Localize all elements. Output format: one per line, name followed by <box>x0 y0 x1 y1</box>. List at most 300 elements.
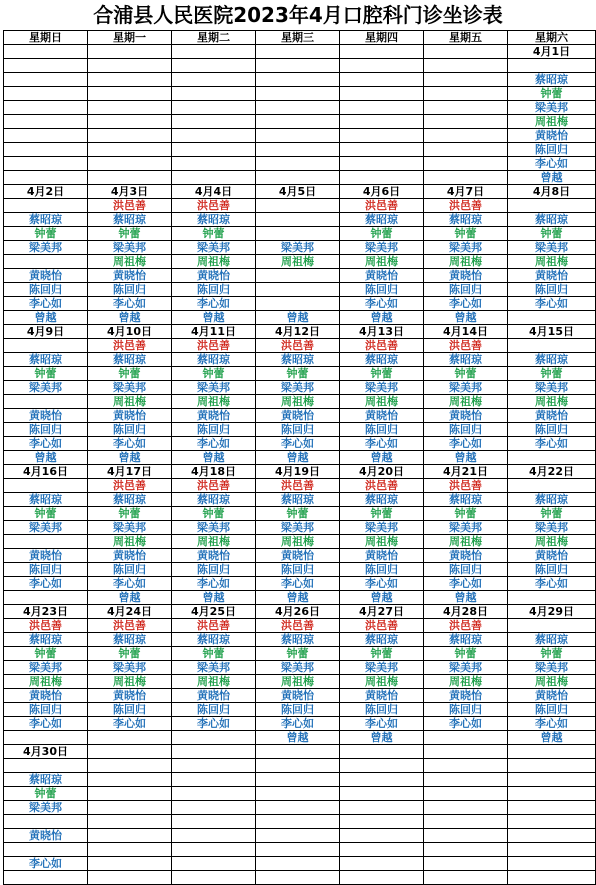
doctor-cell <box>172 843 256 857</box>
doctor-cell: 李心如 <box>340 717 424 731</box>
doctor-cell: 洪邑善 <box>88 339 172 353</box>
doctor-cell <box>508 815 596 829</box>
doctor-row <box>4 409 596 423</box>
date-cell: 4月27日 <box>340 605 424 619</box>
doctor-row <box>4 647 596 661</box>
doctor-row <box>4 283 596 297</box>
doctor-cell <box>256 815 340 829</box>
doctor-cell: 洪邑善 <box>172 619 256 633</box>
doctor-row <box>4 199 596 213</box>
doctor-cell: 曾越 <box>172 591 256 605</box>
doctor-cell: 洪邑善 <box>88 619 172 633</box>
date-cell: 4月26日 <box>256 605 340 619</box>
doctor-cell: 陈回归 <box>88 703 172 717</box>
doctor-cell: 陈回归 <box>256 703 340 717</box>
doctor-row <box>4 535 596 549</box>
doctor-cell: 周祖梅 <box>508 535 596 549</box>
doctor-cell <box>256 269 340 283</box>
doctor-cell: 黄晓怡 <box>4 269 88 283</box>
doctor-cell: 洪邑善 <box>340 479 424 493</box>
date-cell <box>4 45 88 59</box>
doctor-cell <box>88 73 172 87</box>
doctor-cell: 周祖梅 <box>88 535 172 549</box>
doctor-cell <box>340 129 424 143</box>
doctor-cell <box>88 143 172 157</box>
doctor-row <box>4 731 596 745</box>
date-row <box>4 185 596 199</box>
doctor-cell: 李心如 <box>256 717 340 731</box>
doctor-cell: 曾越 <box>4 311 88 325</box>
doctor-cell <box>508 801 596 815</box>
doctor-cell: 陈回归 <box>508 563 596 577</box>
doctor-cell <box>340 773 424 787</box>
weekday-header: 星期日 <box>4 31 88 45</box>
date-cell: 4月28日 <box>424 605 508 619</box>
doctor-cell: 曾越 <box>256 451 340 465</box>
doctor-cell: 李心如 <box>88 717 172 731</box>
doctor-cell: 曾越 <box>256 311 340 325</box>
doctor-cell: 周祖梅 <box>172 395 256 409</box>
doctor-cell: 曾越 <box>256 591 340 605</box>
doctor-cell <box>88 129 172 143</box>
doctor-cell: 黄晓怡 <box>424 689 508 703</box>
doctor-cell: 黄晓怡 <box>424 269 508 283</box>
doctor-cell <box>256 283 340 297</box>
doctor-row <box>4 101 596 115</box>
doctor-row <box>4 227 596 241</box>
doctor-row <box>4 423 596 437</box>
doctor-row <box>4 773 596 787</box>
doctor-cell <box>4 731 88 745</box>
doctor-cell: 陈回归 <box>424 703 508 717</box>
doctor-row <box>4 815 596 829</box>
doctor-cell: 钟蕾 <box>424 227 508 241</box>
doctor-cell: 钟蕾 <box>88 227 172 241</box>
doctor-row <box>4 87 596 101</box>
doctor-cell: 钟蕾 <box>4 367 88 381</box>
date-cell: 4月25日 <box>172 605 256 619</box>
doctor-cell: 梁美邦 <box>4 241 88 255</box>
doctor-row <box>4 675 596 689</box>
doctor-cell <box>4 143 88 157</box>
doctor-cell: 钟蕾 <box>4 647 88 661</box>
doctor-cell <box>4 871 88 885</box>
doctor-cell <box>172 171 256 185</box>
doctor-cell: 洪邑善 <box>4 619 88 633</box>
doctor-cell: 李心如 <box>340 437 424 451</box>
doctor-cell <box>256 157 340 171</box>
doctor-cell: 黄晓怡 <box>340 269 424 283</box>
doctor-cell: 钟蕾 <box>256 647 340 661</box>
doctor-cell <box>172 115 256 129</box>
doctor-cell: 陈回归 <box>172 283 256 297</box>
doctor-cell: 周祖梅 <box>256 675 340 689</box>
date-cell: 4月16日 <box>4 465 88 479</box>
date-cell <box>172 745 256 759</box>
doctor-cell <box>340 143 424 157</box>
doctor-cell <box>88 731 172 745</box>
date-cell <box>508 745 596 759</box>
doctor-cell <box>4 535 88 549</box>
doctor-cell: 黄晓怡 <box>88 269 172 283</box>
doctor-cell <box>424 773 508 787</box>
doctor-cell: 黄晓怡 <box>172 409 256 423</box>
doctor-row <box>4 759 596 773</box>
doctor-cell <box>88 87 172 101</box>
doctor-cell <box>4 591 88 605</box>
doctor-cell: 曾越 <box>508 731 596 745</box>
date-cell <box>340 745 424 759</box>
doctor-cell <box>508 591 596 605</box>
doctor-row <box>4 241 596 255</box>
doctor-cell <box>256 773 340 787</box>
doctor-row <box>4 577 596 591</box>
doctor-cell: 陈回归 <box>340 703 424 717</box>
doctor-cell: 蔡昭琼 <box>256 353 340 367</box>
doctor-cell: 李心如 <box>88 577 172 591</box>
doctor-cell: 曾越 <box>424 591 508 605</box>
doctor-cell <box>340 759 424 773</box>
doctor-cell <box>172 815 256 829</box>
doctor-cell: 洪邑善 <box>340 199 424 213</box>
doctor-cell: 黄晓怡 <box>256 409 340 423</box>
doctor-cell <box>424 843 508 857</box>
doctor-cell: 钟蕾 <box>424 507 508 521</box>
doctor-cell <box>256 759 340 773</box>
doctor-cell <box>256 73 340 87</box>
doctor-cell <box>508 311 596 325</box>
doctor-cell: 梁美邦 <box>4 381 88 395</box>
doctor-cell: 陈回归 <box>4 703 88 717</box>
doctor-cell <box>340 171 424 185</box>
date-cell: 4月29日 <box>508 605 596 619</box>
page-title: 合浦县人民医院2023年4月口腔科门诊坐诊表 <box>93 3 503 27</box>
doctor-cell: 蔡昭琼 <box>424 213 508 227</box>
doctor-cell: 梁美邦 <box>508 521 596 535</box>
doctor-cell: 蔡昭琼 <box>340 633 424 647</box>
doctor-cell <box>256 213 340 227</box>
doctor-row <box>4 661 596 675</box>
doctor-cell: 周祖梅 <box>256 255 340 269</box>
doctor-cell <box>340 871 424 885</box>
doctor-cell: 梁美邦 <box>88 661 172 675</box>
doctor-cell: 周祖梅 <box>424 255 508 269</box>
date-cell: 4月18日 <box>172 465 256 479</box>
doctor-cell: 李心如 <box>4 437 88 451</box>
doctor-cell <box>424 101 508 115</box>
doctor-cell: 蔡昭琼 <box>424 633 508 647</box>
doctor-cell: 黄晓怡 <box>424 549 508 563</box>
doctor-cell: 周祖梅 <box>508 395 596 409</box>
doctor-cell: 陈回归 <box>172 423 256 437</box>
doctor-cell: 蔡昭琼 <box>424 493 508 507</box>
doctor-cell: 黄晓怡 <box>88 409 172 423</box>
doctor-cell <box>4 843 88 857</box>
doctor-cell: 李心如 <box>172 297 256 311</box>
doctor-cell <box>172 129 256 143</box>
doctor-cell: 曾越 <box>424 451 508 465</box>
doctor-cell: 周祖梅 <box>256 535 340 549</box>
doctor-cell: 梁美邦 <box>508 381 596 395</box>
doctor-cell <box>340 101 424 115</box>
doctor-cell: 陈回归 <box>424 563 508 577</box>
doctor-cell <box>340 857 424 871</box>
doctor-cell: 曾越 <box>340 731 424 745</box>
doctor-cell: 周祖梅 <box>172 675 256 689</box>
doctor-row <box>4 549 596 563</box>
doctor-row <box>4 563 596 577</box>
doctor-cell <box>88 171 172 185</box>
doctor-cell: 李心如 <box>172 577 256 591</box>
doctor-cell: 钟蕾 <box>508 87 596 101</box>
doctor-row <box>4 269 596 283</box>
doctor-cell: 李心如 <box>424 577 508 591</box>
doctor-cell: 钟蕾 <box>424 647 508 661</box>
date-cell: 4月1日 <box>508 45 596 59</box>
doctor-cell: 陈回归 <box>256 423 340 437</box>
doctor-cell: 黄晓怡 <box>172 689 256 703</box>
doctor-cell <box>340 815 424 829</box>
weekday-header: 星期四 <box>340 31 424 45</box>
doctor-cell <box>256 829 340 843</box>
doctor-cell: 钟蕾 <box>256 367 340 381</box>
doctor-cell: 黄晓怡 <box>88 549 172 563</box>
doctor-cell: 梁美邦 <box>88 521 172 535</box>
doctor-cell <box>172 857 256 871</box>
date-cell: 4月21日 <box>424 465 508 479</box>
doctor-cell: 黄晓怡 <box>172 549 256 563</box>
doctor-cell: 曾越 <box>88 311 172 325</box>
doctor-cell <box>424 829 508 843</box>
doctor-cell: 陈回归 <box>340 563 424 577</box>
doctor-cell: 陈回归 <box>4 423 88 437</box>
doctor-cell <box>4 115 88 129</box>
doctor-cell: 梁美邦 <box>172 521 256 535</box>
doctor-cell: 蔡昭琼 <box>4 773 88 787</box>
doctor-cell: 陈回归 <box>424 283 508 297</box>
doctor-cell: 李心如 <box>256 437 340 451</box>
doctor-row <box>4 689 596 703</box>
doctor-cell: 梁美邦 <box>340 381 424 395</box>
doctor-cell: 钟蕾 <box>4 507 88 521</box>
doctor-cell <box>4 101 88 115</box>
doctor-cell <box>340 829 424 843</box>
doctor-cell: 蔡昭琼 <box>4 633 88 647</box>
doctor-cell <box>340 73 424 87</box>
doctor-cell: 周祖梅 <box>172 255 256 269</box>
doctor-cell: 梁美邦 <box>256 661 340 675</box>
doctor-cell: 梁美邦 <box>256 381 340 395</box>
doctor-cell: 周祖梅 <box>88 255 172 269</box>
doctor-cell <box>88 157 172 171</box>
doctor-row <box>4 619 596 633</box>
doctor-row <box>4 843 596 857</box>
doctor-cell: 周祖梅 <box>172 535 256 549</box>
doctor-cell: 黄晓怡 <box>256 549 340 563</box>
doctor-cell: 钟蕾 <box>340 227 424 241</box>
doctor-cell: 梁美邦 <box>424 381 508 395</box>
doctor-cell <box>256 857 340 871</box>
doctor-cell <box>88 829 172 843</box>
doctor-cell <box>256 143 340 157</box>
doctor-cell: 李心如 <box>508 157 596 171</box>
doctor-cell <box>424 871 508 885</box>
doctor-cell <box>508 787 596 801</box>
date-cell: 4月3日 <box>88 185 172 199</box>
doctor-cell: 周祖梅 <box>340 535 424 549</box>
doctor-cell: 周祖梅 <box>340 675 424 689</box>
doctor-cell: 周祖梅 <box>256 395 340 409</box>
doctor-cell: 陈回归 <box>424 423 508 437</box>
doctor-cell: 钟蕾 <box>340 367 424 381</box>
doctor-cell: 黄晓怡 <box>508 689 596 703</box>
doctor-cell: 梁美邦 <box>256 521 340 535</box>
doctor-row <box>4 171 596 185</box>
doctor-cell <box>508 199 596 213</box>
doctor-cell <box>424 787 508 801</box>
doctor-cell <box>172 801 256 815</box>
doctor-cell <box>340 157 424 171</box>
doctor-cell <box>256 87 340 101</box>
date-cell: 4月15日 <box>508 325 596 339</box>
doctor-cell: 周祖梅 <box>424 395 508 409</box>
doctor-cell: 陈回归 <box>340 283 424 297</box>
doctor-cell: 梁美邦 <box>88 381 172 395</box>
doctor-cell: 钟蕾 <box>508 647 596 661</box>
doctor-cell <box>424 115 508 129</box>
doctor-cell <box>172 871 256 885</box>
doctor-cell: 李心如 <box>4 857 88 871</box>
doctor-cell: 蔡昭琼 <box>340 493 424 507</box>
doctor-cell <box>256 843 340 857</box>
date-cell <box>256 745 340 759</box>
doctor-cell: 曾越 <box>172 451 256 465</box>
doctor-cell <box>508 59 596 73</box>
doctor-cell: 周祖梅 <box>508 255 596 269</box>
doctor-cell: 梁美邦 <box>424 661 508 675</box>
doctor-cell <box>256 129 340 143</box>
doctor-cell <box>424 129 508 143</box>
doctor-cell: 陈回归 <box>4 283 88 297</box>
weekday-header: 星期五 <box>424 31 508 45</box>
doctor-cell <box>88 871 172 885</box>
doctor-cell: 蔡昭琼 <box>88 633 172 647</box>
doctor-cell: 黄晓怡 <box>88 689 172 703</box>
doctor-cell: 陈回归 <box>172 703 256 717</box>
doctor-cell <box>424 801 508 815</box>
doctor-cell <box>508 759 596 773</box>
doctor-row <box>4 829 596 843</box>
doctor-cell: 李心如 <box>4 577 88 591</box>
doctor-cell: 曾越 <box>340 311 424 325</box>
doctor-cell: 陈回归 <box>256 563 340 577</box>
doctor-cell: 李心如 <box>4 717 88 731</box>
doctor-cell <box>508 871 596 885</box>
doctor-cell: 蔡昭琼 <box>508 633 596 647</box>
doctor-cell: 梁美邦 <box>508 661 596 675</box>
doctor-cell: 钟蕾 <box>172 227 256 241</box>
doctor-cell: 陈回归 <box>508 283 596 297</box>
doctor-row <box>4 367 596 381</box>
doctor-cell: 黄晓怡 <box>4 829 88 843</box>
doctor-cell: 李心如 <box>508 297 596 311</box>
doctor-cell: 洪邑善 <box>88 199 172 213</box>
doctor-cell: 李心如 <box>172 437 256 451</box>
doctor-cell: 洪邑善 <box>172 479 256 493</box>
doctor-cell <box>4 157 88 171</box>
doctor-cell: 黄晓怡 <box>172 269 256 283</box>
doctor-cell: 黄晓怡 <box>340 549 424 563</box>
date-cell: 4月23日 <box>4 605 88 619</box>
doctor-cell: 周祖梅 <box>340 395 424 409</box>
doctor-cell: 洪邑善 <box>88 479 172 493</box>
date-row <box>4 325 596 339</box>
doctor-cell: 钟蕾 <box>508 507 596 521</box>
doctor-cell <box>340 115 424 129</box>
doctor-cell: 黄晓怡 <box>4 689 88 703</box>
doctor-cell <box>256 227 340 241</box>
doctor-cell <box>508 451 596 465</box>
doctor-row <box>4 437 596 451</box>
doctor-cell: 黄晓怡 <box>340 409 424 423</box>
doctor-cell: 梁美邦 <box>340 241 424 255</box>
doctor-cell: 洪邑善 <box>256 339 340 353</box>
doctor-cell <box>4 255 88 269</box>
date-row <box>4 45 596 59</box>
doctor-cell <box>4 73 88 87</box>
doctor-row <box>4 521 596 535</box>
doctor-cell: 周祖梅 <box>88 395 172 409</box>
doctor-cell <box>172 87 256 101</box>
doctor-cell <box>4 87 88 101</box>
doctor-cell <box>340 59 424 73</box>
doctor-cell <box>256 171 340 185</box>
doctor-cell: 蔡昭琼 <box>172 493 256 507</box>
doctor-cell: 洪邑善 <box>424 339 508 353</box>
doctor-row <box>4 871 596 885</box>
doctor-cell <box>508 619 596 633</box>
doctor-cell <box>508 479 596 493</box>
doctor-cell: 钟蕾 <box>340 647 424 661</box>
date-cell: 4月14日 <box>424 325 508 339</box>
doctor-cell <box>172 787 256 801</box>
doctor-cell <box>172 731 256 745</box>
doctor-cell: 蔡昭琼 <box>256 633 340 647</box>
doctor-cell: 蔡昭琼 <box>172 633 256 647</box>
doctor-row <box>4 703 596 717</box>
doctor-cell: 黄晓怡 <box>256 689 340 703</box>
doctor-cell: 周祖梅 <box>424 535 508 549</box>
doctor-cell: 黄晓怡 <box>508 549 596 563</box>
doctor-cell <box>172 59 256 73</box>
date-cell: 4月4日 <box>172 185 256 199</box>
doctor-row <box>4 717 596 731</box>
doctor-cell <box>424 731 508 745</box>
doctor-cell: 蔡昭琼 <box>424 353 508 367</box>
doctor-cell: 蔡昭琼 <box>88 493 172 507</box>
doctor-row <box>4 493 596 507</box>
doctor-cell: 李心如 <box>424 437 508 451</box>
doctor-cell <box>424 143 508 157</box>
doctor-cell: 钟蕾 <box>172 367 256 381</box>
weekday-header: 星期三 <box>256 31 340 45</box>
doctor-cell <box>424 759 508 773</box>
doctor-cell <box>88 815 172 829</box>
doctor-cell: 洪邑善 <box>172 199 256 213</box>
doctor-cell: 洪邑善 <box>424 619 508 633</box>
doctor-cell <box>4 395 88 409</box>
doctor-cell <box>172 773 256 787</box>
